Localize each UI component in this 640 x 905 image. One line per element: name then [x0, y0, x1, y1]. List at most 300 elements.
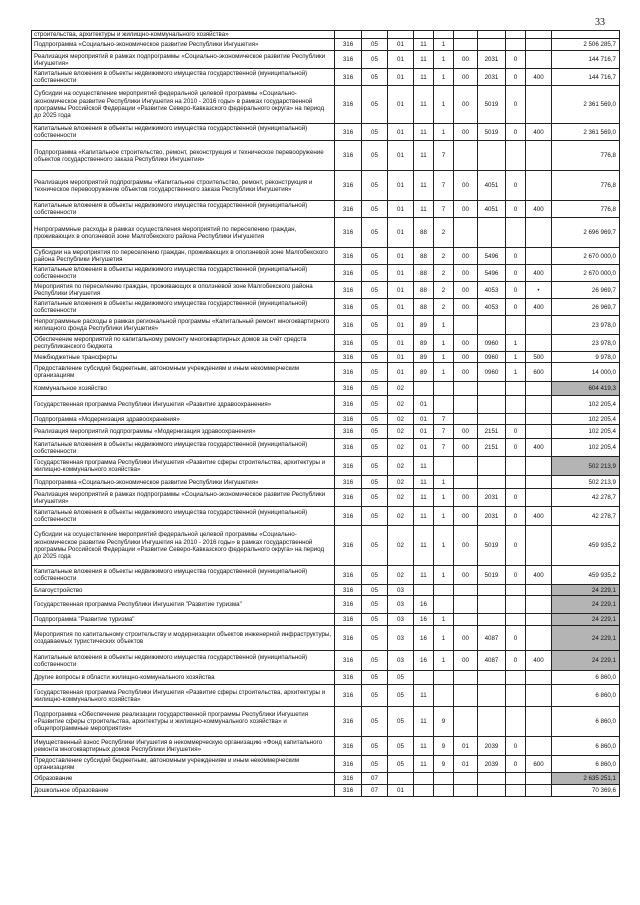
section-code: [362, 31, 388, 39]
direction-code: 5496: [478, 248, 506, 265]
event-code: 00: [454, 566, 478, 585]
table-row: [32, 86, 620, 124]
direction-suffix: 0: [506, 282, 526, 299]
program-code: 11: [414, 201, 434, 218]
amount: 6 860,0: [552, 737, 620, 756]
subsection-code: 01: [388, 282, 414, 299]
direction-code: [478, 685, 506, 707]
subprogram-code: 1: [434, 316, 454, 335]
table-row: [32, 685, 620, 707]
program-code: [414, 585, 434, 596]
program-code: 11: [414, 124, 434, 141]
subprogram-code: 7: [434, 439, 454, 457]
event-code: [454, 476, 478, 489]
section-code: 05: [362, 363, 388, 382]
ved-code: 316: [335, 526, 362, 566]
table-row: [32, 476, 620, 489]
direction-code: [478, 141, 506, 171]
ved-code: 316: [335, 507, 362, 526]
amount: 26 969,7: [552, 282, 620, 299]
item-name: Коммунальное хозяйство: [32, 382, 335, 396]
subprogram-code: [434, 785, 454, 797]
table-row: [32, 596, 620, 614]
section-code: 05: [362, 265, 388, 282]
ved-code: 316: [335, 651, 362, 671]
direction-suffix: 1: [506, 335, 526, 352]
subsection-code: 03: [388, 585, 414, 596]
expense-type-code: [526, 476, 552, 489]
table-row: [32, 31, 620, 39]
section-code: 05: [362, 626, 388, 651]
subprogram-code: 1: [434, 124, 454, 141]
event-code: [454, 685, 478, 707]
event-code: 00: [454, 489, 478, 507]
item-name: Подпрограмма «Капитальное строительство, ремонт, реконструкция и техническое перевооружение объектов государственного заказа Республики Ингушетия»: [32, 141, 335, 171]
direction-suffix: [506, 614, 526, 626]
table-row: [32, 382, 620, 396]
expense-type-code: [526, 457, 552, 476]
expense-type-code: [526, 596, 552, 614]
subsection-code: 03: [388, 614, 414, 626]
table-row: [32, 737, 620, 756]
item-name: Мероприятия по переселению граждан, проживающих в оползневой зоне Малгобекского района Республики Ингушетия: [32, 282, 335, 299]
program-code: 11: [414, 141, 434, 171]
amount: 2 506 285,7: [552, 39, 620, 51]
subsection-code: 01: [388, 51, 414, 69]
subsection-code: 02: [388, 507, 414, 526]
subsection-code: 03: [388, 651, 414, 671]
table-row: [32, 282, 620, 299]
subprogram-code: 1: [434, 626, 454, 651]
expense-type-code: [526, 614, 552, 626]
subprogram-code: 1: [434, 363, 454, 382]
subprogram-code: 1: [434, 51, 454, 69]
item-name: Благоустройство: [32, 585, 335, 596]
section-code: 05: [362, 218, 388, 248]
item-name: Капитальные вложения в объекты недвижимого имущества государственной (муниципальной) собственности: [32, 69, 335, 86]
subprogram-code: [434, 382, 454, 396]
subprogram-code: 1: [434, 526, 454, 566]
expense-type-code: [526, 489, 552, 507]
expense-type-code: [526, 51, 552, 69]
subsection-code: 05: [388, 685, 414, 707]
expense-type-code: 600: [526, 363, 552, 382]
ved-code: 316: [335, 756, 362, 773]
direction-suffix: [506, 785, 526, 797]
subprogram-code: 1: [434, 335, 454, 352]
table-row: [32, 316, 620, 335]
direction-code: [478, 457, 506, 476]
item-name: Реализация мероприятий подпрограммы «Капитальное строительство, ремонт, реконструкция и техническое перевооружение объектов государственного заказа Республики Ингушетия»: [32, 171, 335, 201]
ved-code: 316: [335, 51, 362, 69]
expense-type-code: [526, 685, 552, 707]
ved-code: 316: [335, 248, 362, 265]
direction-suffix: 0: [506, 526, 526, 566]
section-code: 05: [362, 685, 388, 707]
expense-type-code: [526, 773, 552, 785]
amount: 23 978,0: [552, 316, 620, 335]
subsection-code: 05: [388, 671, 414, 685]
subprogram-code: [434, 31, 454, 39]
subprogram-code: 1: [434, 489, 454, 507]
expense-type-code: [526, 626, 552, 651]
expense-type-code: 500: [526, 352, 552, 363]
program-code: [414, 671, 434, 685]
program-code: 16: [414, 626, 434, 651]
subsection-code: 03: [388, 626, 414, 651]
table-row: [32, 425, 620, 439]
program-code: 89: [414, 335, 434, 352]
event-code: [454, 671, 478, 685]
amount: 604 419,3: [552, 382, 620, 396]
direction-code: 4051: [478, 201, 506, 218]
table-row: [32, 489, 620, 507]
direction-code: [478, 218, 506, 248]
subsection-code: 05: [388, 737, 414, 756]
table-row: [32, 299, 620, 316]
direction-suffix: [506, 31, 526, 39]
subsection-code: 02: [388, 396, 414, 414]
ved-code: 316: [335, 671, 362, 685]
section-code: 05: [362, 737, 388, 756]
subprogram-code: 7: [434, 414, 454, 425]
item-name: Подпрограмма «Социально-экономическое развитие Республики Ингушетия»: [32, 39, 335, 51]
ved-code: 316: [335, 382, 362, 396]
expense-type-code: •: [526, 282, 552, 299]
amount: 42 278,7: [552, 489, 620, 507]
direction-code: [478, 596, 506, 614]
ved-code: 316: [335, 124, 362, 141]
ved-code: 316: [335, 141, 362, 171]
event-code: 00: [454, 124, 478, 141]
event-code: 01: [454, 737, 478, 756]
event-code: 00: [454, 201, 478, 218]
event-code: [454, 707, 478, 737]
expense-type-code: [526, 218, 552, 248]
direction-code: [478, 671, 506, 685]
item-name: Дошкольное образование: [32, 785, 335, 797]
amount: 502 213,9: [552, 457, 620, 476]
section-code: 05: [362, 614, 388, 626]
subprogram-code: 2: [434, 265, 454, 282]
amount: 102 205,4: [552, 439, 620, 457]
subprogram-code: 7: [434, 171, 454, 201]
table-row: [32, 756, 620, 773]
section-code: 05: [362, 396, 388, 414]
ved-code: 316: [335, 476, 362, 489]
budget-table: [31, 30, 620, 797]
direction-code: [478, 382, 506, 396]
expense-type-code: [526, 737, 552, 756]
section-code: 05: [362, 69, 388, 86]
direction-code: [478, 31, 506, 39]
amount: 102 205,4: [552, 414, 620, 425]
program-code: 11: [414, 86, 434, 124]
subsection-code: 02: [388, 476, 414, 489]
subprogram-code: 1: [434, 651, 454, 671]
program-code: [414, 785, 434, 797]
amount: 502 213,9: [552, 476, 620, 489]
direction-suffix: 0: [506, 439, 526, 457]
item-name: Мероприятия по капитальному строительству и модернизации объектов инженерной инфраструктуры, создаваемых туристических объектов: [32, 626, 335, 651]
section-code: 05: [362, 141, 388, 171]
section-code: 05: [362, 596, 388, 614]
subsection-code: 01: [388, 86, 414, 124]
table-body: [32, 31, 620, 797]
event-code: [454, 773, 478, 785]
direction-suffix: [506, 39, 526, 51]
amount: 9 978,0: [552, 352, 620, 363]
subsection-code: 02: [388, 425, 414, 439]
expense-type-code: [526, 585, 552, 596]
item-name: Капитальные вложения в объекты недвижимого имущества государственной (муниципальной) собственности: [32, 507, 335, 526]
item-name: Предоставление субсидий бюджетным, автономным учреждениям и иным некоммерческим организациям: [32, 363, 335, 382]
item-name: Подпрограмма "Развитие туризма": [32, 614, 335, 626]
direction-code: 4053: [478, 282, 506, 299]
item-name: Непрограммные расходы в рамках региональной программы «Капитальный ремонт многоквартирного жилищного фонда Республики Ингушетия»: [32, 316, 335, 335]
amount: 6 860,0: [552, 707, 620, 737]
direction-code: [478, 773, 506, 785]
section-code: 07: [362, 773, 388, 785]
item-name: Обеспечение мероприятий по капитальному ремонту многоквартирных домов за счёт средств республиканского бюджета: [32, 335, 335, 352]
direction-code: 0960: [478, 335, 506, 352]
ved-code: 316: [335, 585, 362, 596]
expense-type-code: 400: [526, 651, 552, 671]
table-row: [32, 614, 620, 626]
item-name: Непрограммные расходы в рамках осуществления мероприятий по переселению граждан, проживающих в оползневой зоне Малгобекского района Республики Ингушетия: [32, 218, 335, 248]
event-code: [454, 614, 478, 626]
direction-code: [478, 614, 506, 626]
direction-suffix: [506, 685, 526, 707]
section-code: 05: [362, 651, 388, 671]
subprogram-code: 1: [434, 507, 454, 526]
item-name: Подпрограмма «Модернизация здравоохранения»: [32, 414, 335, 425]
direction-suffix: [506, 396, 526, 414]
direction-suffix: 0: [506, 507, 526, 526]
section-code: 05: [362, 507, 388, 526]
section-code: 05: [362, 382, 388, 396]
program-code: 01: [414, 396, 434, 414]
amount: 24 229,1: [552, 596, 620, 614]
subsection-code: 01: [388, 316, 414, 335]
ved-code: 316: [335, 737, 362, 756]
subprogram-code: 7: [434, 201, 454, 218]
event-code: 00: [454, 526, 478, 566]
subsection-code: 01: [388, 248, 414, 265]
item-name: Образование: [32, 773, 335, 785]
subsection-code: 01: [388, 352, 414, 363]
table-row: [32, 651, 620, 671]
subsection-code: 03: [388, 596, 414, 614]
ved-code: 316: [335, 352, 362, 363]
table-row: [32, 51, 620, 69]
subsection-code: 05: [388, 707, 414, 737]
expense-type-code: 400: [526, 566, 552, 585]
subprogram-code: [434, 396, 454, 414]
subsection-code: 01: [388, 69, 414, 86]
direction-suffix: 0: [506, 51, 526, 69]
direction-suffix: [506, 218, 526, 248]
table-row: [32, 671, 620, 685]
subprogram-code: 7: [434, 425, 454, 439]
subsection-code: 01: [388, 785, 414, 797]
subprogram-code: 9: [434, 707, 454, 737]
program-code: 11: [414, 171, 434, 201]
program-code: 11: [414, 489, 434, 507]
subsection-code: 01: [388, 201, 414, 218]
section-code: 05: [362, 414, 388, 425]
ved-code: 316: [335, 707, 362, 737]
section-code: 05: [362, 585, 388, 596]
amount: 6 860,0: [552, 671, 620, 685]
ved-code: 316: [335, 218, 362, 248]
subprogram-code: [434, 671, 454, 685]
expense-type-code: [526, 86, 552, 124]
table-row: [32, 457, 620, 476]
table-row: [32, 396, 620, 414]
amount: 2 361 569,0: [552, 86, 620, 124]
amount: 24 229,1: [552, 651, 620, 671]
amount: 776,8: [552, 141, 620, 171]
subsection-code: 01: [388, 299, 414, 316]
direction-suffix: 0: [506, 651, 526, 671]
item-name: Капитальные вложения в объекты недвижимого имущества государственной (муниципальной) собственности: [32, 439, 335, 457]
subsection-code: 05: [388, 756, 414, 773]
event-code: [454, 382, 478, 396]
item-name: Субсидии на осуществление мероприятий федеральной целевой программы «Социально-экономическое развитие Республики Ингушетия на 2010 - 2016 годы» в рамках государственной программы Российской Федерации «Развитие Северо-Кавказского федерального округа» на период до 2025 года: [32, 86, 335, 124]
item-name: Подпрограмма «Обеспечение реализации государственной программы Республики Ингушетия «Развитие сферы строительства, архитектуры и жилищно-коммунального хозяйства» и общепрограммные мероприятия»: [32, 707, 335, 737]
amount: 102 205,4: [552, 396, 620, 414]
amount: 2 696 969,7: [552, 218, 620, 248]
event-code: [454, 396, 478, 414]
program-code: [414, 773, 434, 785]
ved-code: 316: [335, 773, 362, 785]
subprogram-code: 9: [434, 756, 454, 773]
table-row: [32, 585, 620, 596]
section-code: 05: [362, 39, 388, 51]
direction-code: [478, 585, 506, 596]
event-code: [454, 31, 478, 39]
expense-type-code: [526, 396, 552, 414]
ved-code: 316: [335, 439, 362, 457]
direction-suffix: [506, 316, 526, 335]
table-row: [32, 566, 620, 585]
program-code: 88: [414, 282, 434, 299]
expense-type-code: 600: [526, 756, 552, 773]
section-code: 05: [362, 756, 388, 773]
table-row: [32, 124, 620, 141]
item-name: Имущественный взнос Республики Ингушетия в некоммерческую организацию «Фонд капитального ремонта многоквартирных домов Республики Ингушетия»: [32, 737, 335, 756]
program-code: 11: [414, 526, 434, 566]
subsection-code: 01: [388, 218, 414, 248]
amount: 2 361 569,0: [552, 124, 620, 141]
table-row: [32, 507, 620, 526]
direction-code: 2151: [478, 425, 506, 439]
event-code: 00: [454, 335, 478, 352]
table-row: [32, 773, 620, 785]
section-code: 05: [362, 248, 388, 265]
expense-type-code: 400: [526, 69, 552, 86]
subsection-code: 02: [388, 526, 414, 566]
expense-type-code: 400: [526, 507, 552, 526]
direction-suffix: [506, 382, 526, 396]
program-code: 88: [414, 299, 434, 316]
program-code: 11: [414, 507, 434, 526]
direction-suffix: 0: [506, 265, 526, 282]
section-code: 05: [362, 457, 388, 476]
program-code: 11: [414, 457, 434, 476]
event-code: 00: [454, 626, 478, 651]
event-code: [454, 218, 478, 248]
ved-code: 316: [335, 685, 362, 707]
program-code: 88: [414, 265, 434, 282]
direction-code: [478, 707, 506, 737]
subprogram-code: 7: [434, 141, 454, 171]
direction-code: 2031: [478, 507, 506, 526]
event-code: 00: [454, 352, 478, 363]
program-code: 89: [414, 316, 434, 335]
subprogram-code: 1: [434, 614, 454, 626]
subsection-code: 02: [388, 489, 414, 507]
ved-code: 316: [335, 614, 362, 626]
program-code: [414, 31, 434, 39]
direction-code: 0960: [478, 352, 506, 363]
event-code: 00: [454, 248, 478, 265]
subprogram-code: 1: [434, 352, 454, 363]
expense-type-code: [526, 171, 552, 201]
event-code: 00: [454, 651, 478, 671]
ved-code: 316: [335, 299, 362, 316]
direction-suffix: 0: [506, 248, 526, 265]
event-code: 00: [454, 51, 478, 69]
item-name: Реализация мероприятий в рамках подпрограммы «Социально-экономическое развитие Республики Ингушетия»: [32, 489, 335, 507]
subprogram-code: 9: [434, 737, 454, 756]
amount: 6 860,0: [552, 685, 620, 707]
item-name: строительства, архитектуры и жилищно-коммунального хозяйства»: [32, 31, 335, 39]
item-name: Капитальные вложения в объекты недвижимого имущества государственной (муниципальной) собственности: [32, 201, 335, 218]
subprogram-code: [434, 685, 454, 707]
ved-code: 316: [335, 566, 362, 585]
program-code: [414, 382, 434, 396]
section-code: 05: [362, 299, 388, 316]
direction-suffix: 0: [506, 299, 526, 316]
direction-code: 0960: [478, 363, 506, 382]
item-name: Капитальные вложения в объекты недвижимого имущества государственной (муниципальной) собственности: [32, 124, 335, 141]
direction-code: 2151: [478, 439, 506, 457]
amount: 23 978,0: [552, 335, 620, 352]
direction-code: 5019: [478, 566, 506, 585]
subsection-code: 01: [388, 39, 414, 51]
table-row: [32, 218, 620, 248]
table-row: [32, 171, 620, 201]
program-code: 89: [414, 363, 434, 382]
ved-code: 316: [335, 457, 362, 476]
item-name: Государственная программа Республики Ингушетия «Развитие здравоохранения»: [32, 396, 335, 414]
direction-suffix: 0: [506, 566, 526, 585]
direction-suffix: [506, 476, 526, 489]
event-code: [454, 785, 478, 797]
section-code: 05: [362, 316, 388, 335]
section-code: 05: [362, 425, 388, 439]
direction-suffix: 0: [506, 124, 526, 141]
ved-code: 316: [335, 335, 362, 352]
subsection-code: 01: [388, 141, 414, 171]
program-code: 16: [414, 614, 434, 626]
ved-code: 316: [335, 425, 362, 439]
program-code: 11: [414, 39, 434, 51]
amount: 70 369,6: [552, 785, 620, 797]
program-code: 01: [414, 439, 434, 457]
